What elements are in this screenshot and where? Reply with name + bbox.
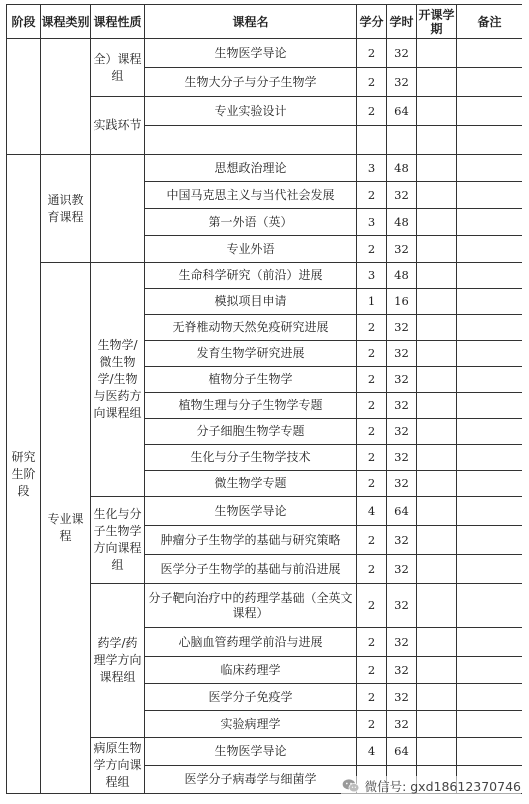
course-hours: 32 xyxy=(387,471,417,497)
course-term xyxy=(417,263,457,289)
course-name: 医学分子病毒学与细菌学 xyxy=(145,766,357,794)
course-credits: 2 xyxy=(357,711,387,738)
course-name: 生物医学导论 xyxy=(145,497,357,526)
course-hours: 48 xyxy=(387,209,417,236)
course-term xyxy=(417,738,457,766)
course-term xyxy=(417,584,457,628)
course-name: 生化与分子生物学技术 xyxy=(145,445,357,471)
course-term xyxy=(417,711,457,738)
course-term xyxy=(417,236,457,263)
course-name: 心脑血管药理学前沿与进展 xyxy=(145,628,357,657)
course-hours: 48 xyxy=(387,155,417,182)
wechat-watermark xyxy=(341,776,521,796)
table-wrapper xyxy=(6,4,522,800)
group-label: 药学/药理学方向课程组 xyxy=(91,584,145,738)
course-name: 肿瘤分子生物学的基础与研究策略 xyxy=(145,526,357,555)
course-hours: 32 xyxy=(387,628,417,657)
curriculum-table xyxy=(6,4,522,794)
course-notes xyxy=(457,584,523,628)
course-name: 无脊椎动物天然免疫研究进展 xyxy=(145,315,357,341)
course-notes xyxy=(457,445,523,471)
course-credits: 2 xyxy=(357,584,387,628)
course-name: 中国马克思主义与当代社会发展 xyxy=(145,182,357,209)
header-nature: 课程性质 xyxy=(91,5,145,39)
nature-cell-empty xyxy=(91,155,145,263)
course-name: 生命科学研究（前沿）进展 xyxy=(145,263,357,289)
course-hours: 32 xyxy=(387,182,417,209)
course-notes xyxy=(457,315,523,341)
course-notes xyxy=(457,236,523,263)
course-notes xyxy=(457,471,523,497)
course-term xyxy=(417,341,457,367)
course-hours: 32 xyxy=(387,555,417,584)
course-name: 思想政治理论 xyxy=(145,155,357,182)
course-name: 专业外语 xyxy=(145,236,357,263)
group-label: 全）课程组 xyxy=(91,39,145,97)
course-name: 医学分子生物学的基础与前沿进展 xyxy=(145,555,357,584)
group-label: 实践环节 xyxy=(91,97,145,155)
course-hours xyxy=(387,126,417,155)
watermark-text: 微信号: gxd18612370746 xyxy=(364,779,521,794)
header-hours: 学时 xyxy=(387,5,417,39)
course-hours: 64 xyxy=(387,738,417,766)
course-credits: 2 xyxy=(357,97,387,126)
course-notes xyxy=(457,555,523,584)
course-credits: 2 xyxy=(357,182,387,209)
course-hours: 32 xyxy=(387,341,417,367)
course-credits: 2 xyxy=(357,471,387,497)
course-term xyxy=(417,315,457,341)
header-notes: 备注 xyxy=(457,5,523,39)
course-credits: 2 xyxy=(357,419,387,445)
category-cell-empty xyxy=(41,39,91,155)
course-term xyxy=(417,445,457,471)
course-credits: 2 xyxy=(357,39,387,68)
header-name: 课程名 xyxy=(145,5,357,39)
course-name: 分子靶向治疗中的药理学基础（全英文课程） xyxy=(145,584,357,628)
course-name: 微生物学专题 xyxy=(145,471,357,497)
header-stage: 阶段 xyxy=(7,5,41,39)
header-row xyxy=(7,5,523,39)
course-hours: 32 xyxy=(387,445,417,471)
course-hours: 32 xyxy=(387,419,417,445)
course-notes xyxy=(457,711,523,738)
course-term xyxy=(417,555,457,584)
course-notes xyxy=(457,126,523,155)
course-term xyxy=(417,419,457,445)
course-term xyxy=(417,628,457,657)
course-hours: 32 xyxy=(387,684,417,711)
course-hours: 32 xyxy=(387,657,417,684)
course-term xyxy=(417,126,457,155)
header-category: 课程类别 xyxy=(41,5,91,39)
course-term xyxy=(417,209,457,236)
group-label: 病原生物学方向课程组 xyxy=(91,738,145,794)
course-hours: 64 xyxy=(387,497,417,526)
category-label: 专业课程 xyxy=(41,263,91,794)
course-hours: 32 xyxy=(387,68,417,97)
course-credits: 1 xyxy=(357,289,387,315)
course-name: 生物医学导论 xyxy=(145,738,357,766)
course-credits: 2 xyxy=(357,367,387,393)
course-hours: 32 xyxy=(387,315,417,341)
table-row xyxy=(7,155,523,182)
course-notes xyxy=(457,182,523,209)
course-term xyxy=(417,684,457,711)
course-notes xyxy=(457,738,523,766)
course-credits: 2 xyxy=(357,526,387,555)
course-hours: 32 xyxy=(387,711,417,738)
course-name: 模拟项目申请 xyxy=(145,289,357,315)
course-hours: 32 xyxy=(387,526,417,555)
course-notes xyxy=(457,263,523,289)
course-notes xyxy=(457,367,523,393)
stage-cell-empty xyxy=(7,39,41,155)
course-notes xyxy=(457,341,523,367)
course-notes xyxy=(457,97,523,126)
course-credits: 2 xyxy=(357,628,387,657)
course-term xyxy=(417,182,457,209)
course-credits: 2 xyxy=(357,555,387,584)
course-term xyxy=(417,97,457,126)
course-hours: 48 xyxy=(387,263,417,289)
course-name: 专业实验设计 xyxy=(145,97,357,126)
group-label: 生化与分子生物学方向课程组 xyxy=(91,497,145,584)
course-credits: 3 xyxy=(357,155,387,182)
course-name: 实验病理学 xyxy=(145,711,357,738)
course-notes xyxy=(457,684,523,711)
course-hours: 32 xyxy=(387,236,417,263)
course-credits: 2 xyxy=(357,341,387,367)
course-credits: 3 xyxy=(357,263,387,289)
header-term: 开课学期 xyxy=(417,5,457,39)
course-term xyxy=(417,39,457,68)
course-term xyxy=(417,68,457,97)
course-credits xyxy=(357,126,387,155)
course-name: 生物医学导论 xyxy=(145,39,357,68)
course-name: 植物分子生物学 xyxy=(145,367,357,393)
table-row xyxy=(7,263,523,289)
course-hours: 16 xyxy=(387,289,417,315)
course-credits: 2 xyxy=(357,445,387,471)
course-hours: 32 xyxy=(387,367,417,393)
course-notes xyxy=(457,419,523,445)
course-term xyxy=(417,471,457,497)
course-term xyxy=(417,289,457,315)
course-term xyxy=(417,497,457,526)
course-notes xyxy=(457,289,523,315)
course-name: 植物生理与分子生物学专题 xyxy=(145,393,357,419)
course-term xyxy=(417,155,457,182)
course-term xyxy=(417,526,457,555)
course-notes xyxy=(457,628,523,657)
course-term xyxy=(417,367,457,393)
course-credits: 2 xyxy=(357,393,387,419)
course-credits: 4 xyxy=(357,497,387,526)
course-notes xyxy=(457,155,523,182)
category-label: 通识教育课程 xyxy=(41,155,91,263)
course-notes xyxy=(457,657,523,684)
wechat-icon xyxy=(341,776,361,796)
course-name: 生物大分子与分子生物学 xyxy=(145,68,357,97)
course-credits: 2 xyxy=(357,236,387,263)
course-credits: 2 xyxy=(357,657,387,684)
table-row xyxy=(7,39,523,68)
course-credits: 2 xyxy=(357,68,387,97)
course-name: 分子细胞生物学专题 xyxy=(145,419,357,445)
course-term xyxy=(417,393,457,419)
course-name: 医学分子免疫学 xyxy=(145,684,357,711)
course-hours: 64 xyxy=(387,97,417,126)
course-hours: 32 xyxy=(387,39,417,68)
course-credits: 2 xyxy=(357,684,387,711)
course-notes xyxy=(457,393,523,419)
course-hours: 32 xyxy=(387,393,417,419)
course-notes xyxy=(457,68,523,97)
stage-label: 研究生阶段 xyxy=(7,155,41,794)
course-notes xyxy=(457,526,523,555)
course-notes xyxy=(457,497,523,526)
course-notes xyxy=(457,39,523,68)
group-label: 生物学/微生物学/生物与医药方向课程组 xyxy=(91,263,145,497)
course-name: 第一外语（英） xyxy=(145,209,357,236)
header-credits: 学分 xyxy=(357,5,387,39)
course-credits: 3 xyxy=(357,209,387,236)
course-credits: 4 xyxy=(357,738,387,766)
course-notes xyxy=(457,209,523,236)
course-hours: 32 xyxy=(387,584,417,628)
course-name: 临床药理学 xyxy=(145,657,357,684)
course-name xyxy=(145,126,357,155)
course-term xyxy=(417,657,457,684)
course-credits: 2 xyxy=(357,315,387,341)
course-name: 发育生物学研究进展 xyxy=(145,341,357,367)
